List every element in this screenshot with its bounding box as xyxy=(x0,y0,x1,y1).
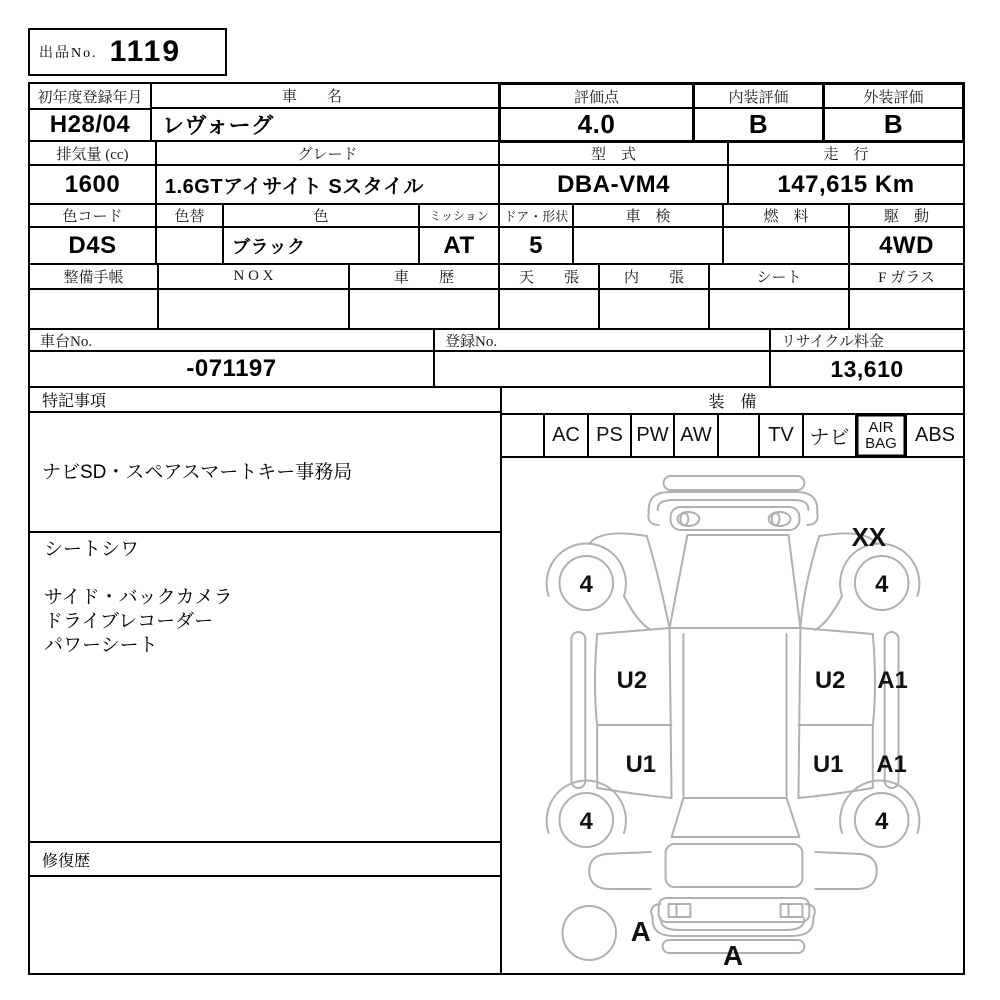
damage-mark-xx: XX xyxy=(851,523,887,553)
door-trim-cell xyxy=(600,265,710,328)
doors-label: ドア・形状 xyxy=(500,205,572,228)
score-cell xyxy=(501,85,695,140)
fuel-label: 燃 料 xyxy=(724,205,848,228)
grade-label: グレード xyxy=(157,142,498,166)
grade-cell xyxy=(157,142,500,203)
inspection-label: 車 検 xyxy=(574,205,722,228)
interior-grade-value: B xyxy=(748,109,769,139)
damage-mark-a-bottom: A xyxy=(722,939,744,972)
headliner-value xyxy=(500,290,598,328)
row-engine xyxy=(30,142,963,205)
exterior-grade-cell xyxy=(825,85,962,140)
damage-mark-u1-right: U1 xyxy=(812,750,844,779)
damage-mark-u2-left: U2 xyxy=(616,666,648,695)
repair-history-box xyxy=(30,877,500,973)
seat-cell xyxy=(710,265,850,328)
transmission-value: AT xyxy=(443,231,475,259)
equipment-item-ps: PS xyxy=(589,415,632,456)
mileage-value: 147,615 Km xyxy=(777,170,915,198)
row-chassis xyxy=(30,330,963,388)
displacement-cell xyxy=(30,142,157,203)
equipment-item-airbag: AIR BAG xyxy=(857,415,907,456)
notes-column xyxy=(30,388,502,973)
recycle-fee-label: リサイクル料金 xyxy=(771,330,963,352)
color-change-cell xyxy=(157,205,224,263)
drive-cell xyxy=(850,205,963,263)
model-code-cell xyxy=(500,142,729,203)
mileage-label: 走 行 xyxy=(729,142,963,166)
equipment-item-blank xyxy=(502,415,545,456)
damage-mark-a1-upper: A1 xyxy=(877,666,908,695)
grade-value: 1.6GTアイサイト Sスタイル xyxy=(165,176,424,198)
condition-note-line xyxy=(44,562,500,586)
interior-grade-label: 内装評価 xyxy=(695,85,822,109)
front-glass-value xyxy=(850,290,963,328)
special-notes-box xyxy=(30,413,500,533)
service-book-cell xyxy=(30,265,159,328)
equipment-column xyxy=(502,388,963,973)
first-registration-label: 初年度登録年月 xyxy=(30,84,150,110)
seat-label: シート xyxy=(710,265,848,290)
auction-sheet xyxy=(28,82,965,975)
transmission-label: ミッション xyxy=(420,205,498,228)
drive-value: 4WD xyxy=(879,231,934,259)
exterior-grade-value: B xyxy=(883,109,904,139)
damage-mark-a1-lower: A1 xyxy=(876,750,907,779)
history-label: 車 歴 xyxy=(350,265,498,290)
damage-mark-a-bumper: A xyxy=(630,915,651,948)
row-registration xyxy=(30,84,963,142)
interior-grade-cell xyxy=(695,85,825,140)
damage-mark-u2-right: U2 xyxy=(814,666,846,695)
first-registration-cell xyxy=(30,84,152,140)
seat-value xyxy=(710,290,848,328)
mileage-cell xyxy=(729,142,963,203)
door-trim-label: 内 張 xyxy=(600,265,708,290)
history-value xyxy=(350,290,498,328)
history-cell xyxy=(350,265,500,328)
score-label: 評価点 xyxy=(501,85,692,109)
recycle-fee-value: 13,610 xyxy=(830,355,904,382)
car-name-value: レヴォーグ xyxy=(162,113,274,138)
nox-label: N O X xyxy=(159,265,348,290)
color-change-label: 色替 xyxy=(157,205,222,228)
equipment-item-pw: PW xyxy=(632,415,675,456)
equipment-header: 装 備 xyxy=(502,388,963,415)
displacement-value: 1600 xyxy=(64,170,121,198)
car-damage-diagram xyxy=(502,458,963,973)
displacement-label: 排気量 (cc) xyxy=(30,142,155,166)
score-value: 4.0 xyxy=(577,109,616,139)
drive-label: 駆 動 xyxy=(850,205,963,228)
service-book-value xyxy=(30,290,157,328)
wheel-mark-rear-right: 4 xyxy=(875,807,889,836)
equipment-item-blank2 xyxy=(719,415,760,456)
transmission-cell xyxy=(420,205,500,263)
inspection-value xyxy=(574,228,722,263)
chassis-no-value: -071197 xyxy=(186,355,277,382)
equipment-item-aw: AW xyxy=(675,415,719,456)
lot-number-label: 出品No. xyxy=(39,46,98,61)
wheel-mark-rear-left: 4 xyxy=(579,807,593,836)
condition-note-line: ドライブレコーダー xyxy=(44,611,214,632)
evaluation-group xyxy=(498,82,965,143)
row-condition xyxy=(30,265,963,330)
headliner-cell xyxy=(500,265,600,328)
color-cell xyxy=(224,205,420,263)
inspection-cell xyxy=(574,205,724,263)
wheel-mark-front-right: 4 xyxy=(875,570,889,599)
door-trim-value xyxy=(600,290,708,328)
headliner-label: 天 張 xyxy=(500,265,598,290)
condition-note-line: シートシワ xyxy=(44,539,140,560)
repair-history-header: 修復歴 xyxy=(30,843,500,877)
nox-cell xyxy=(159,265,350,328)
model-code-label: 型 式 xyxy=(500,142,727,166)
special-note-text: ナビSD・スペアスマートキー事務局 xyxy=(42,462,353,483)
car-outline-svg xyxy=(502,458,963,973)
condition-note-line: パワーシート xyxy=(44,635,158,656)
fuel-value xyxy=(724,228,848,263)
condition-note-line: サイド・バックカメラ xyxy=(44,587,233,608)
front-glass-cell xyxy=(850,265,963,328)
wheel-mark-front-left: 4 xyxy=(579,570,593,599)
color-value: ブラック xyxy=(232,236,306,257)
recycle-fee-cell xyxy=(771,330,963,386)
doors-cell xyxy=(500,205,574,263)
color-label: 色 xyxy=(224,205,418,228)
chassis-no-cell xyxy=(30,330,435,386)
damage-marks xyxy=(580,524,908,971)
color-change-value xyxy=(157,228,222,263)
equipment-item-navi: ナビ xyxy=(804,415,857,456)
color-code-label: 色コード xyxy=(30,205,155,228)
equipment-row xyxy=(502,415,963,458)
equipment-item-abs: ABS xyxy=(914,424,956,446)
row-color xyxy=(30,205,963,265)
lot-number-value: 1119 xyxy=(109,35,182,68)
equipment-item-ac: AC xyxy=(545,415,589,456)
fuel-cell xyxy=(724,205,850,263)
chassis-no-label: 車台No. xyxy=(30,330,433,352)
color-code-cell xyxy=(30,205,157,263)
registration-no-label: 登録No. xyxy=(435,330,769,352)
damage-mark-u1-left: U1 xyxy=(625,750,656,779)
lot-number-box xyxy=(28,28,227,76)
front-glass-label: F ガラス xyxy=(850,265,963,290)
car-name-label: 車 名 xyxy=(152,84,963,109)
exterior-grade-label: 外装評価 xyxy=(825,85,962,109)
registration-no-value xyxy=(435,352,769,386)
color-code-value: D4S xyxy=(68,231,117,259)
registration-no-cell xyxy=(435,330,771,386)
special-notes-header: 特記事項 xyxy=(30,388,500,413)
condition-notes-box xyxy=(30,533,500,843)
service-book-label: 整備手帳 xyxy=(30,265,157,290)
first-registration-value: H28/04 xyxy=(49,111,131,138)
lower-section xyxy=(30,388,963,973)
doors-value: 5 xyxy=(529,231,543,259)
equipment-item-tv: TV xyxy=(760,415,804,456)
model-code-value: DBA-VM4 xyxy=(557,170,670,198)
nox-value xyxy=(159,290,348,328)
